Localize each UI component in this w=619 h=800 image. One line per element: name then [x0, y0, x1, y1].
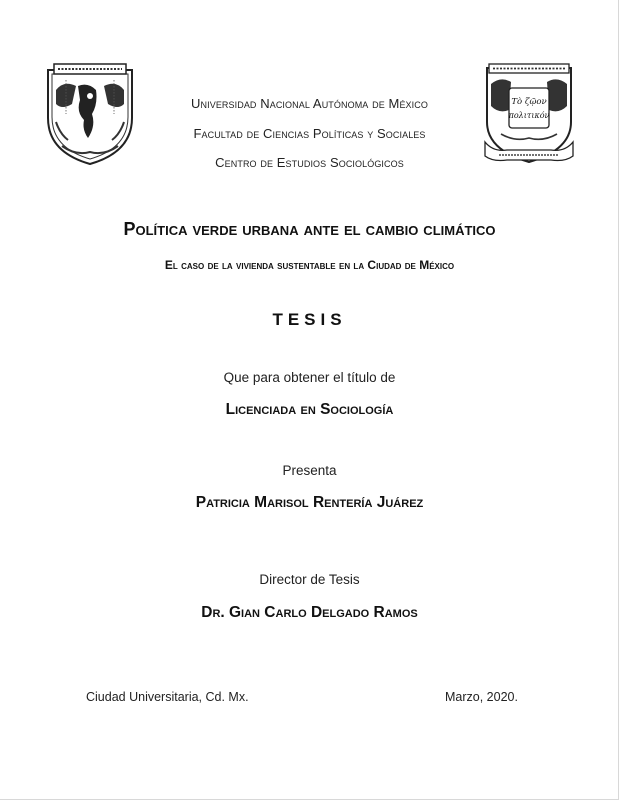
faculty-name: Facultad de Ciencias Políticas y Sociales	[193, 126, 426, 141]
footer-place: Ciudad Universitaria, Cd. Mx.	[86, 690, 249, 704]
purpose-text: Que para obtener el título de	[223, 370, 396, 385]
university-name: Universidad Nacional Autónoma de México	[191, 96, 428, 111]
author-name: Patricia Marisol Rentería Juárez	[195, 494, 424, 511]
unam-shield-icon	[42, 60, 138, 168]
svg-text:Τὸ ζῷον: Τὸ ζῷον	[511, 97, 547, 107]
degree-title: Licenciada en Sociología	[225, 401, 394, 418]
fcpys-seal-icon	[479, 60, 579, 166]
svg-text:πολιτικόν: πολιτικόν	[508, 111, 550, 120]
footer-date: Marzo, 2020.	[445, 690, 518, 704]
center-name: Centro de Estudios Sociológicos	[215, 155, 404, 170]
director-label: Director de Tesis	[259, 572, 360, 587]
thesis-title: Política verde urbana ante el cambio climático	[123, 219, 496, 239]
thesis-subtitle: El caso de la vivienda sustentable en la Ciudad de México	[164, 258, 455, 272]
presents-label: Presenta	[282, 463, 337, 478]
director-name: Dr. Gian Carlo Delgado Ramos	[201, 604, 418, 621]
thesis-type: TESIS	[272, 310, 347, 329]
